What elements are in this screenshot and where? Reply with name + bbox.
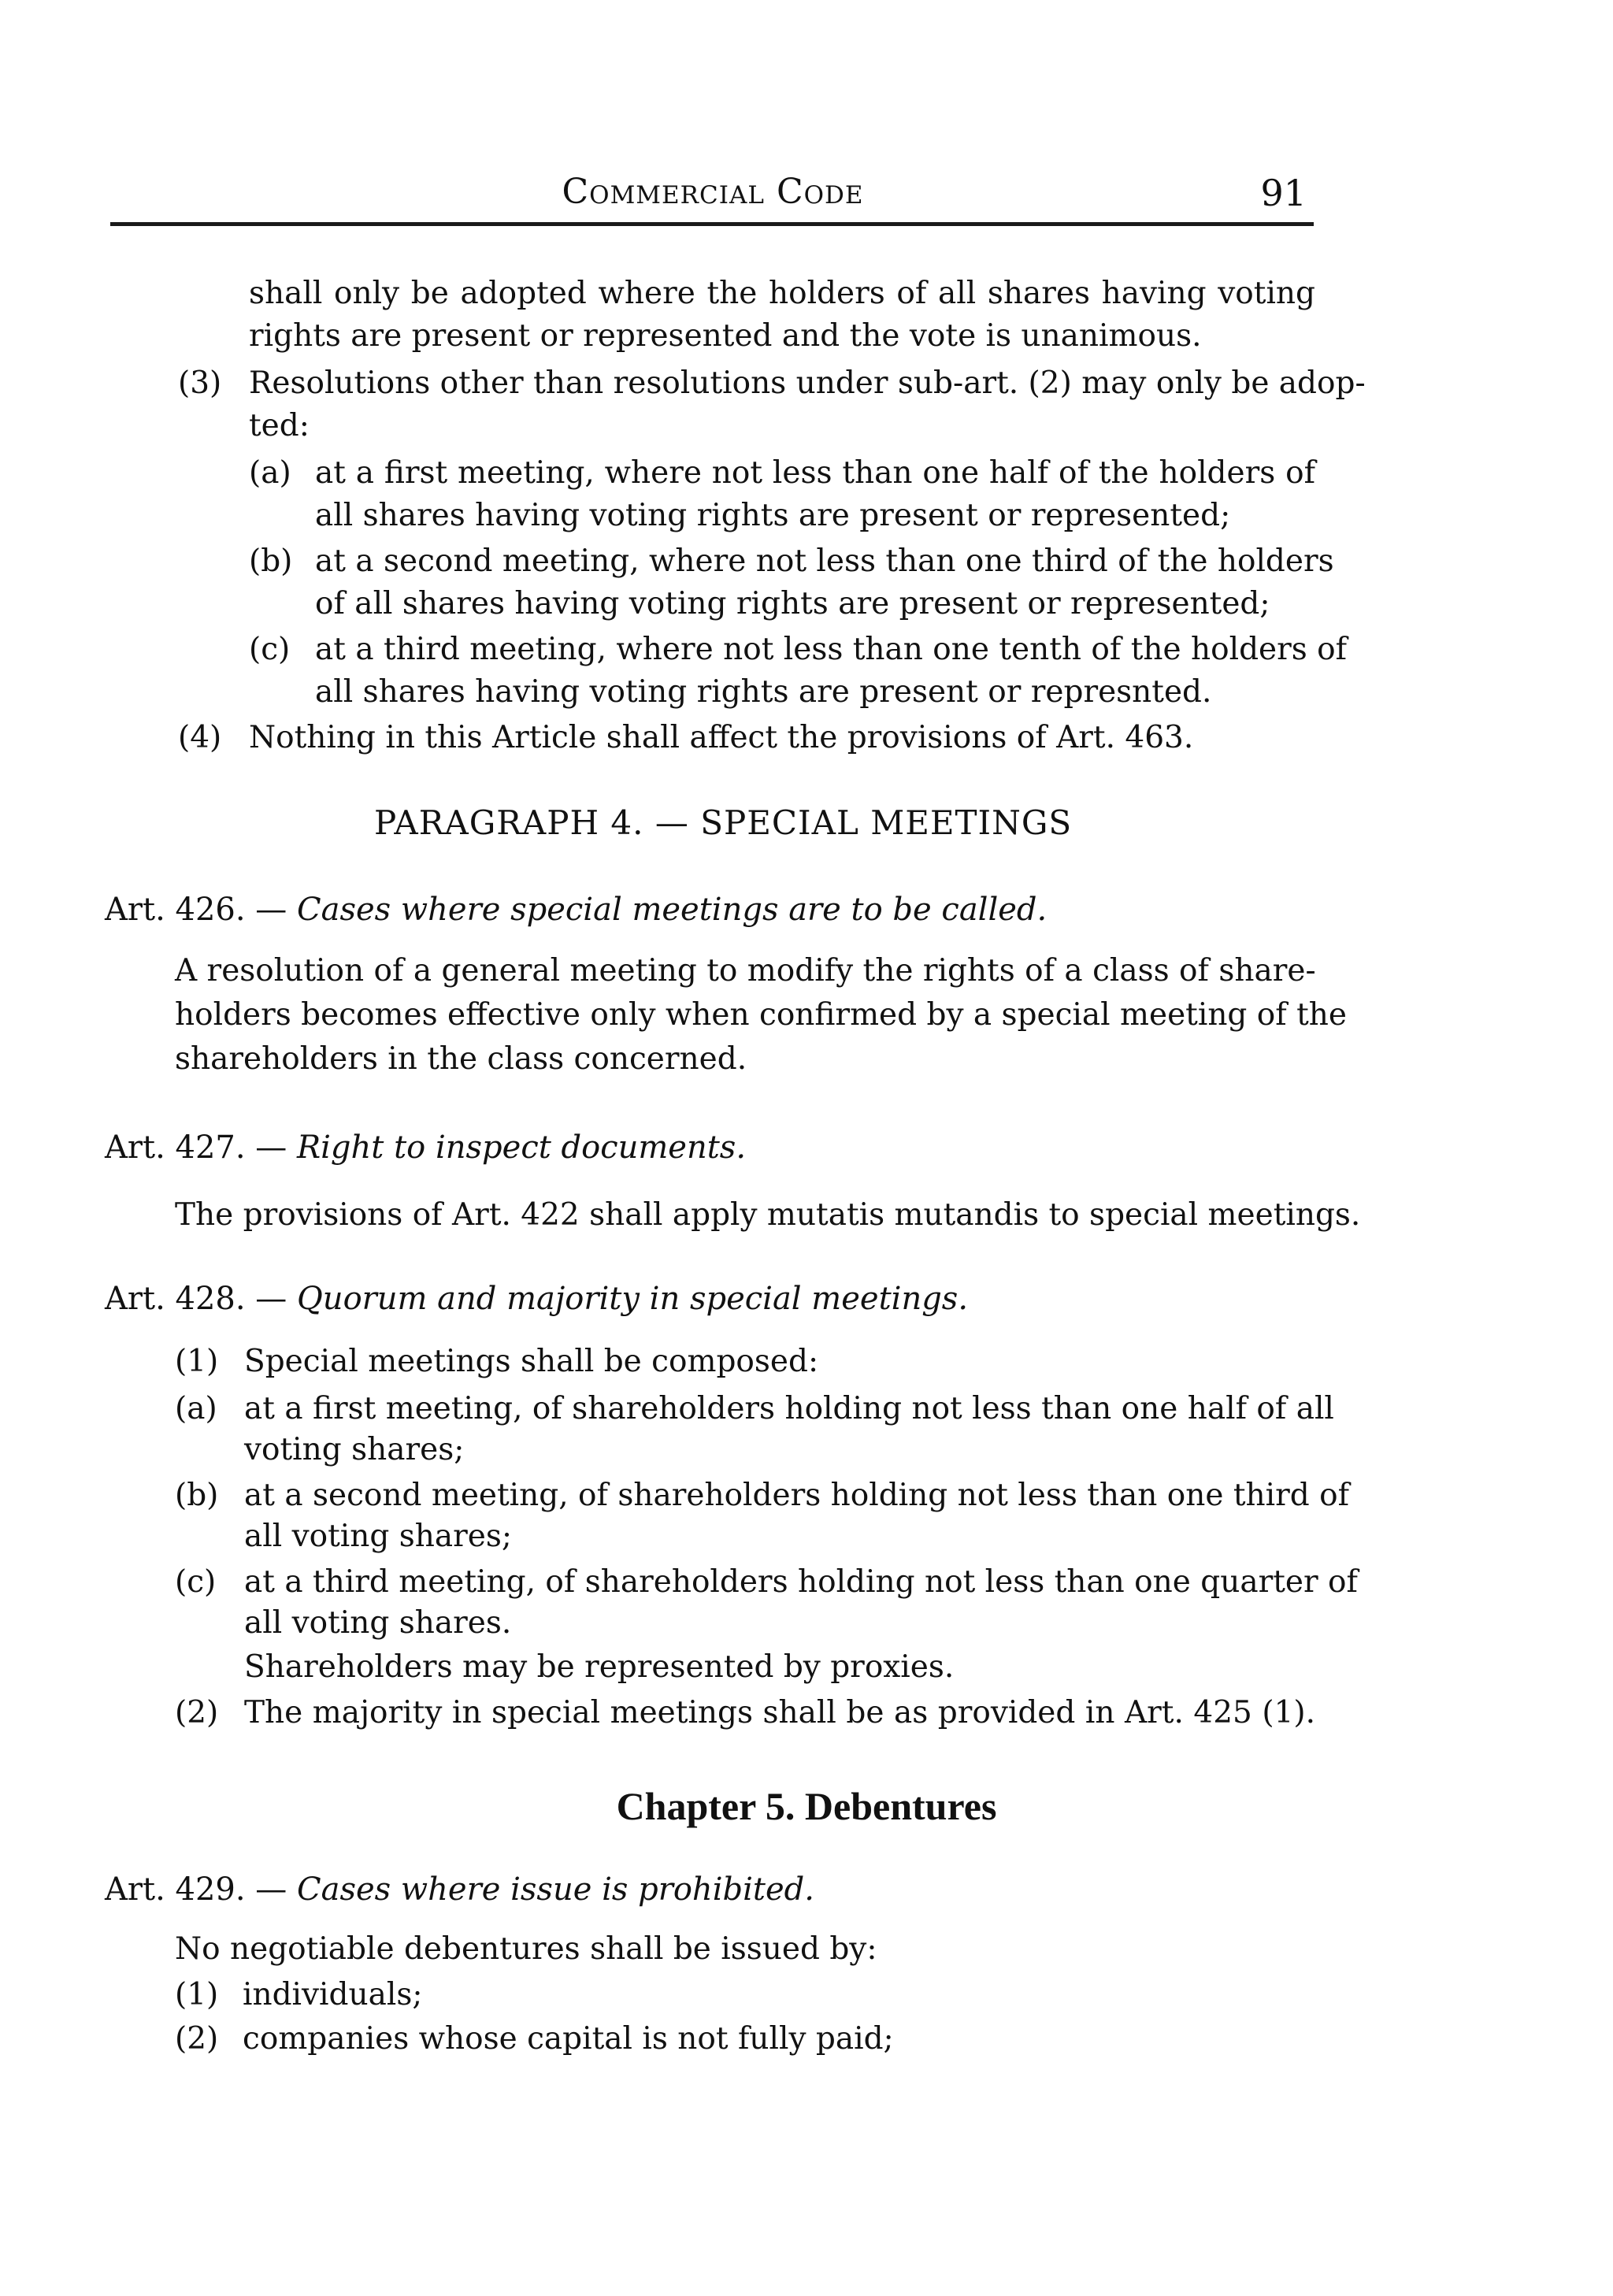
list-number: (2) (175, 2021, 219, 2057)
page-number: 91 (1260, 172, 1307, 214)
text-line: ted: (249, 408, 310, 443)
item-letter: (a) (175, 1391, 217, 1426)
article-label: Art. 428. — (105, 1281, 287, 1317)
text-line: The majority in special meetings shall be as provided in Art. 425 (1). (244, 1695, 1315, 1730)
text-line: Special meetings shall be composed: (244, 1344, 819, 1379)
text-line: voting shares; (244, 1432, 465, 1467)
article-title: Cases where issue is prohibited. (297, 1871, 814, 1908)
list-item (175, 2018, 894, 2060)
running-title: Commercial Code (562, 172, 864, 212)
article-title: Cases where special meetings are to be called. (297, 892, 1048, 928)
subsection-number: (3) (178, 365, 222, 401)
item-letter: (c) (175, 1564, 217, 1600)
list-number: (1) (175, 1977, 219, 2012)
article-label: Art. 426. — (105, 892, 287, 928)
item-letter: (c) (249, 632, 291, 667)
text-line: holders becomes effective only when confirmed by a special meeting of the (175, 997, 1347, 1033)
list-text: companies whose capital is not fully paid; (243, 2021, 894, 2057)
item-letter: (a) (249, 455, 291, 491)
text-line: all shares having voting rights are present or represented; (315, 498, 1231, 533)
text-line: The provisions of Art. 422 shall apply mutatis mutandis to special meetings. (175, 1197, 1361, 1233)
text-line: all voting shares. (244, 1605, 512, 1641)
list-text: individuals; (243, 1977, 423, 2012)
text-line: Nothing in this Article shall affect the provisions of Art. 463. (249, 720, 1194, 755)
article-title: Quorum and majority in special meetings. (297, 1281, 969, 1317)
paragraph-heading: PARAGRAPH 4. — SPECIAL MEETINGS (374, 803, 1073, 842)
article-label: Art. 427. — (105, 1129, 287, 1166)
text-line: at a second meeting, where not less than one third of the holders (315, 543, 1334, 579)
article-title: Right to inspect documents. (297, 1129, 747, 1166)
header-rule (110, 222, 1314, 226)
article-heading (105, 1868, 814, 1911)
text-line: No negotiable debentures shall be issued by: (175, 1931, 877, 1967)
text-line: Shareholders may be represented by proxies. (244, 1649, 955, 1685)
text-line: all voting shares; (244, 1519, 512, 1554)
text-line: of all shares having voting rights are present or represented; (315, 586, 1270, 621)
subsection-number: (4) (178, 720, 222, 755)
article-heading (105, 1126, 746, 1169)
text-line: shall only be adopted where the holders of all shares having voting (249, 276, 1315, 311)
text-line: Resolutions other than resolutions under sub-art. (2) may only be adop- (249, 365, 1366, 401)
text-line: at a third meeting, of shareholders holding not less than one quarter of (244, 1564, 1358, 1600)
text-line: at a first meeting, where not less than one half of the holders of (315, 455, 1315, 491)
article-heading (105, 888, 1047, 931)
text-line: all shares having voting rights are present or represnted. (315, 674, 1212, 710)
item-letter: (b) (249, 543, 293, 579)
text-line: at a second meeting, of shareholders holding not less than one third of (244, 1478, 1350, 1513)
subsection-number: (2) (175, 1695, 219, 1730)
subsection-number: (1) (175, 1344, 219, 1379)
article-label: Art. 429. — (105, 1871, 287, 1908)
text-line: at a first meeting, of shareholders holding not less than one half of all (244, 1391, 1334, 1426)
text-line: at a third meeting, where not less than one tenth of the holders of (315, 632, 1348, 667)
running-header (114, 172, 1311, 219)
text-line: rights are present or represented and the vote is unanimous. (249, 318, 1202, 354)
text-line: A resolution of a general meeting to modify the rights of a class of share- (175, 953, 1316, 989)
text-line: shareholders in the class concerned. (175, 1041, 747, 1077)
item-letter: (b) (175, 1478, 219, 1513)
article-heading (105, 1278, 968, 1320)
list-item (175, 1974, 423, 2016)
chapter-heading: Chapter 5. Debentures (616, 1784, 997, 1828)
